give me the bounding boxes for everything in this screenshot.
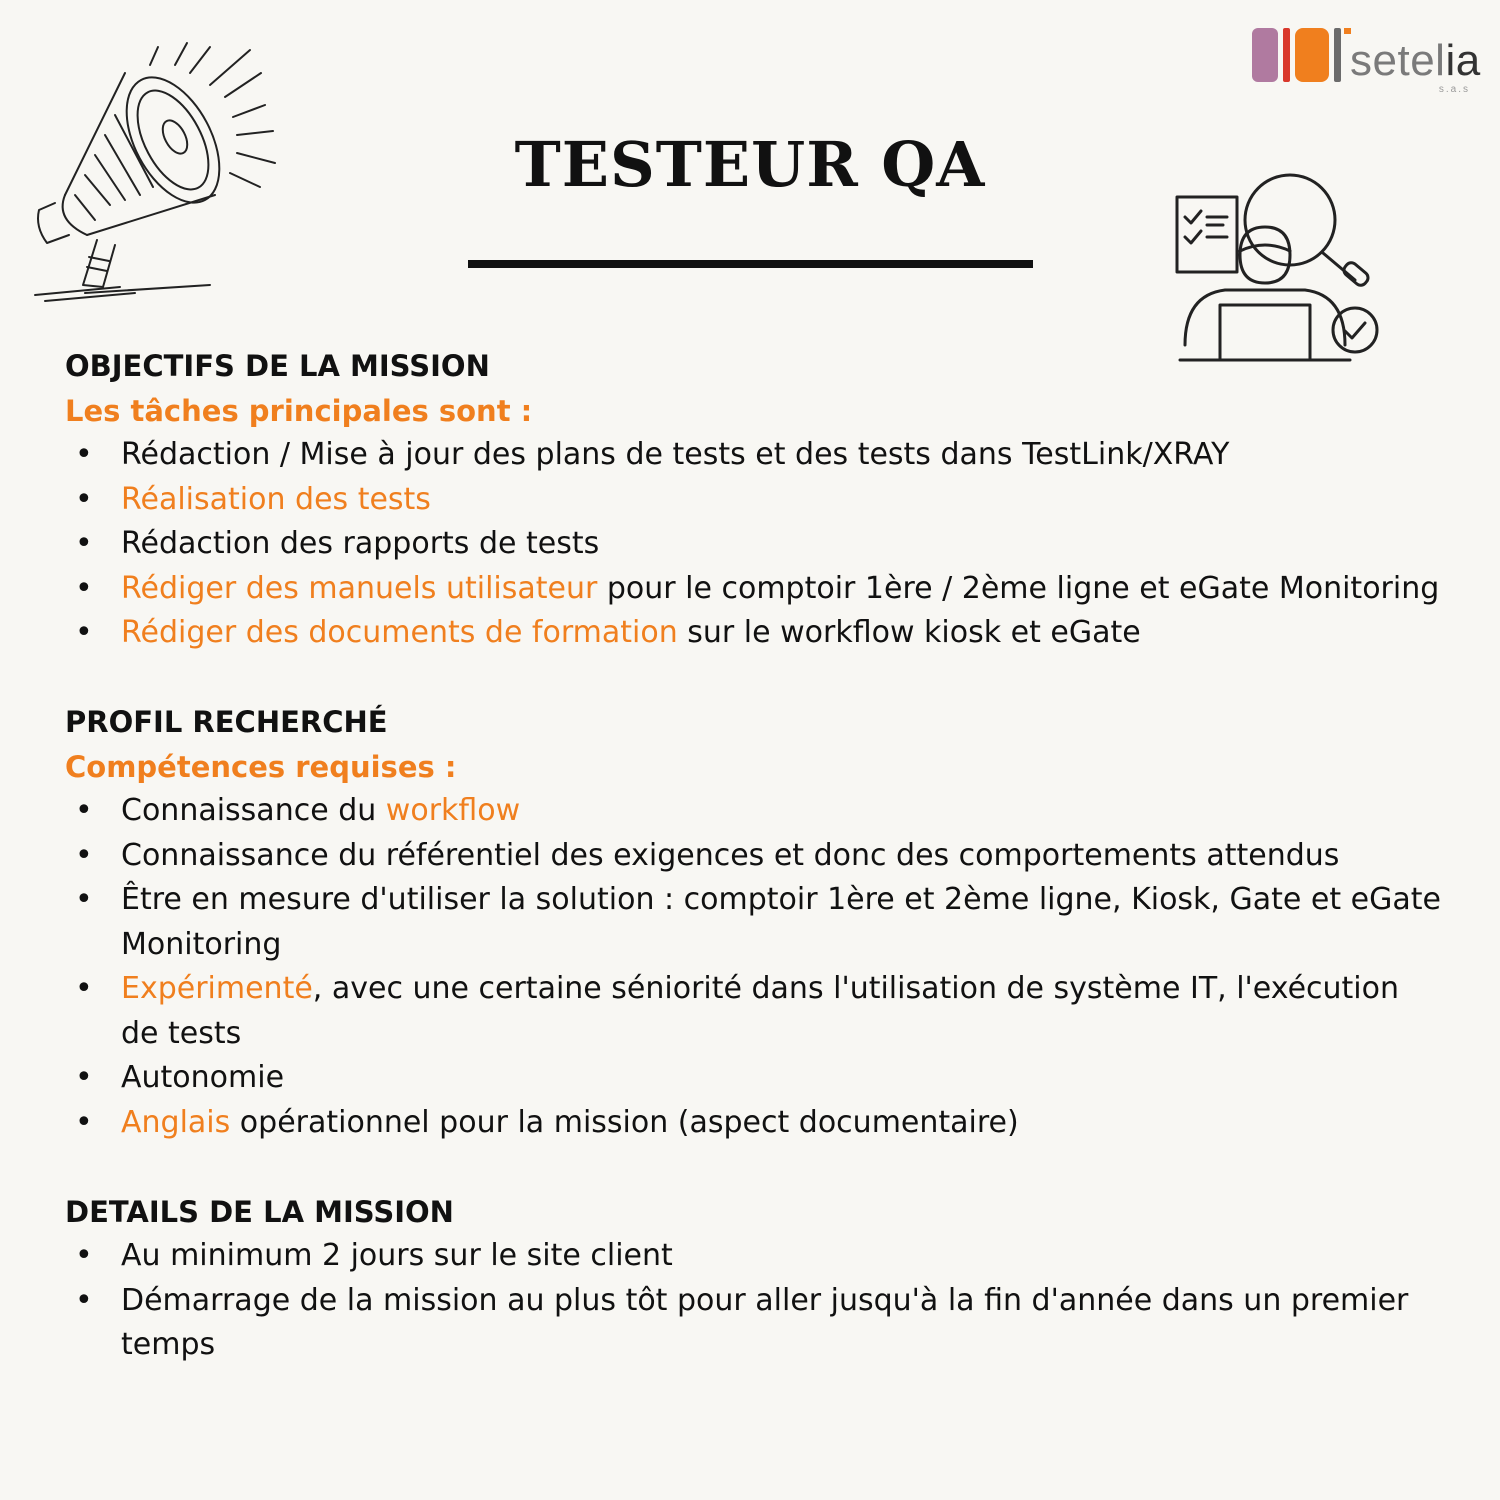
list-item: • Rédaction des rapports de tests <box>65 522 1445 567</box>
list-item: • Rédiger des documents de formation sur le workflow kiosk et eGate <box>65 611 1445 656</box>
list-item: • Être en mesure d'utiliser la solution : comptoir 1ère et 2ème ligne, Kiosk, Gate et eGate Monitoring <box>65 878 1445 967</box>
list-item: • Connaissance du référentiel des exigences et donc des comportements attendus <box>65 834 1445 879</box>
list-item: • Expérimenté, avec une certaine séniorité dans l'utilisation de système IT, l'exécution de tests <box>65 967 1445 1056</box>
task-list <box>65 433 1445 656</box>
bullet-icon: • <box>75 837 93 873</box>
bullet-icon: • <box>75 882 93 917</box>
section-heading-objectifs: OBJECTIFS DE LA MISSION <box>65 349 490 383</box>
highlight-text: Rédiger des manuels utilisateur <box>121 570 598 606</box>
section-heading-details: DETAILS DE LA MISSION <box>65 1194 454 1229</box>
page-title: TESTEUR QA <box>514 128 986 201</box>
section-subheading-competences: Compétences requises : <box>65 749 457 784</box>
bullet-icon: • <box>75 793 93 828</box>
list-item: • Connaissance du workflow <box>65 789 1445 834</box>
bullet-icon: • <box>75 526 93 561</box>
logo-subtitle: s.a.s <box>1438 84 1470 95</box>
highlight-text: Anglais <box>121 1104 231 1140</box>
list-item: • Démarrage de la mission au plus tôt pour aller jusqu'à la fin d'année dans un premier temps <box>65 1279 1445 1368</box>
setelia-logo <box>1250 22 1485 97</box>
highlight-text: Expérimenté <box>121 971 313 1006</box>
bullet-icon: • <box>75 570 93 606</box>
list-item: • Rédaction / Mise à jour des plans de tests et des tests dans TestLink/XRAY <box>65 433 1445 478</box>
highlight-text: Rédiger des documents de formation <box>121 615 678 650</box>
highlight-text: Réalisation des tests <box>121 481 431 517</box>
bullet-icon: • <box>75 1060 93 1095</box>
bullet-icon: • <box>75 481 93 517</box>
list-item: • Au minimum 2 jours sur le site client <box>65 1234 1445 1279</box>
list-item: • Anglais opérationnel pour la mission (aspect documentaire) <box>65 1101 1445 1146</box>
list-item: • Autonomie <box>65 1056 1445 1101</box>
logo-bars-icon <box>1250 26 1360 86</box>
bullet-icon: • <box>75 1282 93 1318</box>
title-underline <box>468 260 1033 268</box>
logo-wordmark: setelia <box>1350 36 1481 85</box>
bullet-icon: • <box>75 615 93 650</box>
section-heading-profil: PROFIL RECHERCHÉ <box>65 705 388 739</box>
details-list <box>65 1234 1445 1368</box>
job-description <box>65 344 1445 1368</box>
highlight-text: workflow <box>385 793 521 828</box>
list-item <box>65 478 1445 523</box>
qa-tester-icon <box>1165 165 1385 365</box>
list-item: • Rédiger des manuels utilisateur pour le comptoir 1ère / 2ème ligne et eGate Monitoring <box>65 567 1445 612</box>
skills-list <box>65 789 1445 1145</box>
section-subheading-taches: Les tâches principales sont : <box>65 393 533 428</box>
bullet-icon: • <box>75 971 93 1006</box>
bullet-icon: • <box>75 1238 93 1273</box>
bullet-icon: • <box>75 437 93 472</box>
bullet-icon: • <box>75 1104 93 1140</box>
